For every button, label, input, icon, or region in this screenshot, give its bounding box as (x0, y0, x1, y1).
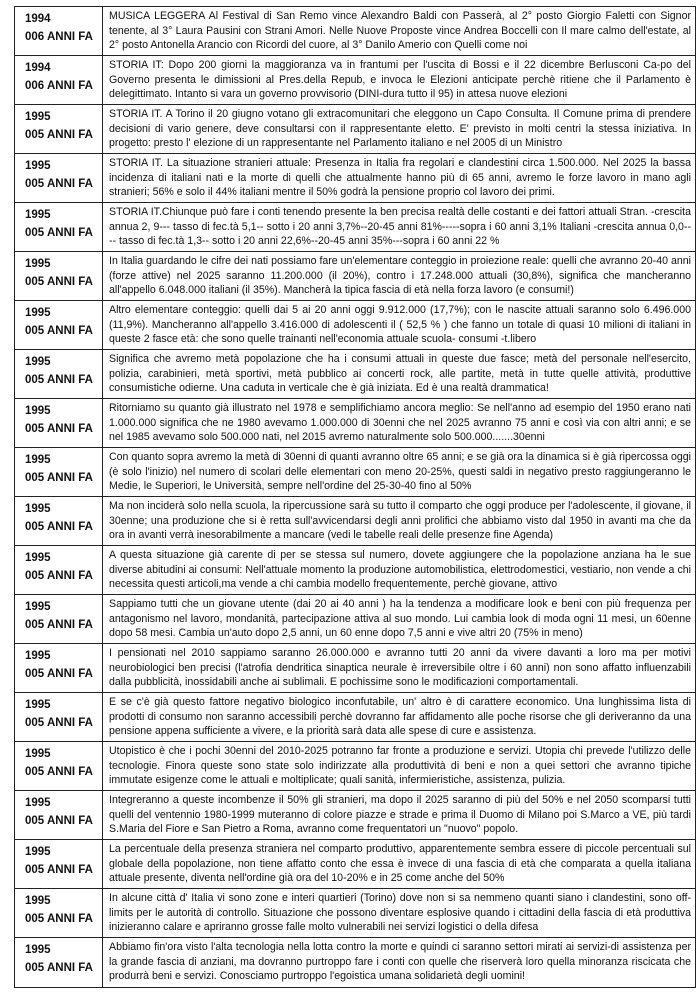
year-label: 1995 (25, 356, 51, 368)
years-ago-label: 005 ANNI FA (25, 227, 93, 239)
year-label: 1995 (25, 797, 51, 809)
year-label: 1995 (25, 503, 51, 515)
date-cell (15, 350, 103, 398)
entry-row (15, 938, 695, 987)
years-ago-label: 005 ANNI FA (25, 913, 93, 925)
entry-row (15, 791, 695, 840)
entry-text: E se c'è già questo fattore negativo biologico inconfutabile, un' altro è di carattere economico. Una lunghissima lista di prodotti di consumo non saranno accessibili perchè dovranno far affidamento alle poche risorse che gli deriveranno da una pensione appena sufficiente a vivere, e la priorità sarà data alle spese di cure e assistenza. (109, 696, 691, 738)
date-cell (15, 399, 103, 447)
year-label: 1995 (25, 895, 51, 907)
date-cell (15, 252, 103, 300)
entry-text: Sappiamo tutti che un giovane utente (dai 20 ai 40 anni ) ha la tendenza a modificare look e beni con più frequenza per antagonismo nel lavoro, mondanità, partecipazione attiva al suo mondo. Lui cambia look di moda ogni 11 mesi, un 60enne dopo 58 mesi. Cambia un'auto dopo 2,5 anni, un 60 enne dopo 7,5 anni e vive altri 20 (75% in meno) (109, 598, 691, 640)
entry-text: A questa situazione già carente di per se stessa sul numero, dovete aggiungere che la popolazione anziana ha le sue diverse abitudini ai consumi: Nell'attuale momento la produzione automobilistica, elettrodomestici, vestiario, non vende a chi necessita questi articoli,ma vende a chi cambia modello frequentemente, perchè giovane, attivo (109, 549, 691, 591)
entry-text: STORIA IT: Dopo 200 giorni la maggioranza va in frantumi per l'uscita di Bossi e il 22 dicembre Berlusconi Ca-po del Governo presenta le dimissioni al Pres.della Repub, e invoca le Elezioni anticipate perchè ritiene che il Parlamento è delegittimato. Intanto si vara un governo provvisorio (DINI-dura tutto il 95) in attesa nuove elezioni (109, 59, 691, 101)
entry-row (15, 497, 695, 546)
year-label: 1995 (25, 454, 51, 466)
date-cell (15, 546, 103, 594)
entry-row (15, 399, 695, 448)
date-cell (15, 644, 103, 692)
years-ago-label: 005 ANNI FA (25, 668, 93, 680)
years-ago-label: 006 ANNI FA (25, 80, 93, 92)
date-cell (15, 595, 103, 643)
entry-row (15, 252, 695, 301)
years-ago-label: 005 ANNI FA (25, 374, 93, 386)
years-ago-label: 005 ANNI FA (25, 325, 93, 337)
years-ago-label: 005 ANNI FA (25, 717, 93, 729)
years-ago-label: 005 ANNI FA (25, 276, 93, 288)
years-ago-label: 005 ANNI FA (25, 766, 93, 778)
entry-text: Con quanto sopra avremo la metà di 30enni di quanti avranno oltre 65 anni; e se già ora la dinamica si è già ripercossa oggi (è solo l'inizio) nel numero di scolari delle elementari con meno 20-25%, questi saldi in negativo presto raggiungeranno le Medie, le Superiori, le Università, sempre nell'ordine del 25-30-40 fino al 50% (109, 451, 691, 493)
date-cell (15, 301, 103, 349)
date-cell (15, 693, 103, 741)
entry-row (15, 742, 695, 791)
year-label: 1995 (25, 111, 51, 123)
entry-text: Ritorniamo su quanto già illustrato nel 1978 e semplifichiamo ancora meglio: Se nell'anno ad esempio del 1950 erano nati 1.000.000 significa che ne 1980 avevamo 1.000.000 di 30enni che nel 2025 avranno 75 anni e così via con altri anni; e se nel 1985 avevamo solo 500.000 nati, nel 2015 avremo naturalmente solo 500.000.......30enni (109, 402, 691, 444)
year-label: 1995 (25, 258, 51, 270)
entry-text: STORIA IT. La situazione stranieri attuale: Presenza in Italia fra regolari e clandestini circa 1.500.000. Nel 2025 la bassa incidenza di italiani nati e la morte di quelli che attualmente hanno più di 65 anni, avremo le forze lavoro in mano agli stranieri; 56% e solo il 44% italiani mentre il 50% godrà la pensione proprio col lavoro dei primi. (109, 157, 691, 199)
year-label: 1995 (25, 699, 51, 711)
almanac-table (14, 6, 696, 988)
entry-text: Ma non inciderà solo nella scuola, la ripercussione sarà su tutto il comparto che oggi produce per l'adolescente, il giovane, il 30enne; una produzione che si è retta sull'avvicendarsi degli anni prolifici che abbiamo visto dal 1950 in avanti ma che da ora in avanti verrà inesorabilmente a mancare (vedi le tabelle reali delle presenze fine Agenda) (109, 500, 691, 542)
entry-row (15, 644, 695, 693)
entry-text: Significa che avremo metà popolazione che ha i consumi attuali in queste due fasce; metà del personale nell'esercito, polizia, carabinieri, metà sportivi, metà pubblico ai concerti rock, alle partite, metà in tutte quelle attività, produttive consumistiche odierne. Una caduta in verticale che è già iniziata. Ed è una realtà drammatica! (109, 353, 691, 395)
years-ago-label: 005 ANNI FA (25, 178, 93, 190)
date-cell (15, 7, 103, 55)
date-cell (15, 105, 103, 153)
years-ago-label: 006 ANNI FA (25, 31, 93, 43)
year-label: 1995 (25, 748, 51, 760)
year-label: 1995 (25, 650, 51, 662)
entry-text: Integreranno a queste incombenze il 50% gli stranieri, ma dopo il 2025 saranno di più del 50% e nel 2050 scomparsi tutti quelli del ventennio 1980-1999 muteranno di colore piazze e strade e prima il Duomo di Milano poi S.Marco a VE, più tardi S.Maria del Fiore e San Pietro a Roma, avranno come frequentatori un "nuovo" popolo. (109, 794, 691, 836)
entry-row (15, 7, 695, 56)
date-cell (15, 840, 103, 888)
entry-row (15, 448, 695, 497)
entry-row (15, 693, 695, 742)
entry-text: Utopistico è che i pochi 30enni del 2010-2025 potranno far fronte a produzione e servizi. Utopia chi prevede l'utilizzo delle tecnologie. Finora queste sono state solo indirizzate alla produttività di beni e non a quei settori che avranno tipiche immutate esigenze come le attuali e moltiplicate; quali sanità, infermieristiche, assistenza, pulizia. (109, 745, 691, 787)
entry-text: La percentuale della presenza straniera nel comparto produttivo, apparentemente sembra essere di piccole percentuali sul globale della popolazione, non tiene affatto conto che essa è invece di una fascia di età che comparata a quella italiana attuale presente, diventa nell'ordine già ora del 10-20% e in 25 come anche del 50% (109, 843, 691, 885)
entry-row (15, 301, 695, 350)
years-ago-label: 005 ANNI FA (25, 864, 93, 876)
years-ago-label: 005 ANNI FA (25, 423, 93, 435)
year-label: 1995 (25, 307, 51, 319)
year-label: 1995 (25, 209, 51, 221)
year-label: 1995 (25, 601, 51, 613)
entry-text: Abbiamo fin'ora visto l'alta tecnologia nella lotta contro la morte e quindi ci saranno settori mirati ai servizi-di assistenza per la grande fascia di anziani, ma dovranno purtroppo fare i conti con quelle che riserverà loro quella minoranza riscicata che produrrà beni e servizi. Conosciamo purtroppo l'egoistica umana solidarietà degli uomini! (109, 941, 691, 983)
years-ago-label: 005 ANNI FA (25, 815, 93, 827)
date-cell (15, 791, 103, 839)
date-cell (15, 56, 103, 104)
date-cell (15, 497, 103, 545)
year-label: 1995 (25, 846, 51, 858)
date-cell (15, 889, 103, 937)
entry-row (15, 889, 695, 938)
year-label: 1994 (25, 13, 51, 25)
entry-row (15, 840, 695, 889)
years-ago-label: 005 ANNI FA (25, 619, 93, 631)
entry-row (15, 56, 695, 105)
year-label: 1995 (25, 552, 51, 564)
year-label: 1994 (25, 62, 51, 74)
years-ago-label: 005 ANNI FA (25, 129, 93, 141)
entry-row (15, 105, 695, 154)
year-label: 1995 (25, 944, 51, 956)
entry-row (15, 595, 695, 644)
years-ago-label: 005 ANNI FA (25, 570, 93, 582)
entry-row (15, 350, 695, 399)
date-cell (15, 203, 103, 251)
entry-text: Altro elementare conteggio: quelli dai 5 ai 20 anni oggi 9.912.000 (17,7%); con le nascite attuali saranno solo 6.496.000 (11,9%). Mancheranno all'appello 3.416.000 di adolescenti il ( 52,5 % ) che fanno un totale di quasi 10 milioni di italiani in queste 2 fasce età: che sono quelle trainanti nell'economia attuale scuola- consumi -t.libero (109, 304, 691, 346)
year-label: 1995 (25, 160, 51, 172)
entry-text: In alcune città d' Italia vi sono zone e interi quartieri (Torino) dove non si sa nemmeno quanti siano i clandestini, sono off-limits per le autorità di controllo. Situazione che possono diventare esplosive quando i cittadini della fascia di età produttiva inizieranno calare e apriranno grosse falle molto vulnerabili nei servizi logistici o della difesa (109, 892, 691, 934)
entry-row (15, 154, 695, 203)
years-ago-label: 005 ANNI FA (25, 962, 93, 974)
date-cell (15, 742, 103, 790)
entry-text: STORIA IT.Chiunque può fare i conti tenendo presente la ben precisa realtà delle costanti e dei fattori attuali Stran. -crescita annua 2, 9--- tasso di fec.tà 5,1-- sotto i 20 anni 3,7%--20-45 anni 81%-----sopra i 60 anni 3,1% Italiani -crescita annua 0,0---- tasso di fec.tà 1,3-- sotto i 20 anni 22,6%--20-45 anni 35%---sopra i 60 anni 22 % (109, 206, 691, 248)
year-label: 1995 (25, 405, 51, 417)
years-ago-label: 005 ANNI FA (25, 521, 93, 533)
date-cell (15, 154, 103, 202)
date-cell (15, 938, 103, 987)
entry-text: I pensionati nel 2010 sappiamo saranno 26.000.000 e avranno tutti 20 anni da vivere davanti a loro ma per motivi neurobiologici ben precisi (l'atrofia dendritica sinaptica neurale è irreversibile oltre i 60 anni) non sono affatto influenzabili dalla pubblicità, inossidabili anche ai sublimali. E pochissime sono le modificazioni comportamentali. (109, 647, 691, 689)
years-ago-label: 005 ANNI FA (25, 472, 93, 484)
date-cell (15, 448, 103, 496)
entry-row (15, 203, 695, 252)
entry-text: In Italia guardando le cifre dei nati possiamo fare un'elementare conteggio in proiezione reale: quelli che avranno 20-40 anni (forze attive) nel 2025 saranno 11.200.000 (il 20%), contro i 17.248.000 attuali (30,8%), significa che mancheranno all'appello 6.048.000 italiani (il 35%). Mancherà la tipica fascia di età nella forza lavoro (e consumi!) (109, 255, 691, 297)
entry-text: STORIA IT. A Torino il 20 giugno votano gli extracomunitari che eleggono un Capo Consulta. Il Comune prima di prendere decisioni di vario genere, deve consultarsi con il rappresentante eletto. E' previsto in molti centri la stessa iniziativa. In progetto: presto l' elezione di un rappresentante nel Parlamento italiano e nel 2005 di un Ministro (109, 108, 691, 150)
entry-text: MUSICA LEGGERA Al Festival di San Remo vince Alexandro Baldi con Passerà, al 2° posto Giorgio Faletti con Signor tenente, al 3° Laura Pausini con Strani Amori. Nelle Nuove Proposte vince Andrea Boccelli con Il mare calmo dell'estate, al 2° posto Antonella Arancio con Ricordi del cuore, al 3° Danilo Amerio con Quelli come noi (109, 10, 691, 52)
entry-row (15, 546, 695, 595)
